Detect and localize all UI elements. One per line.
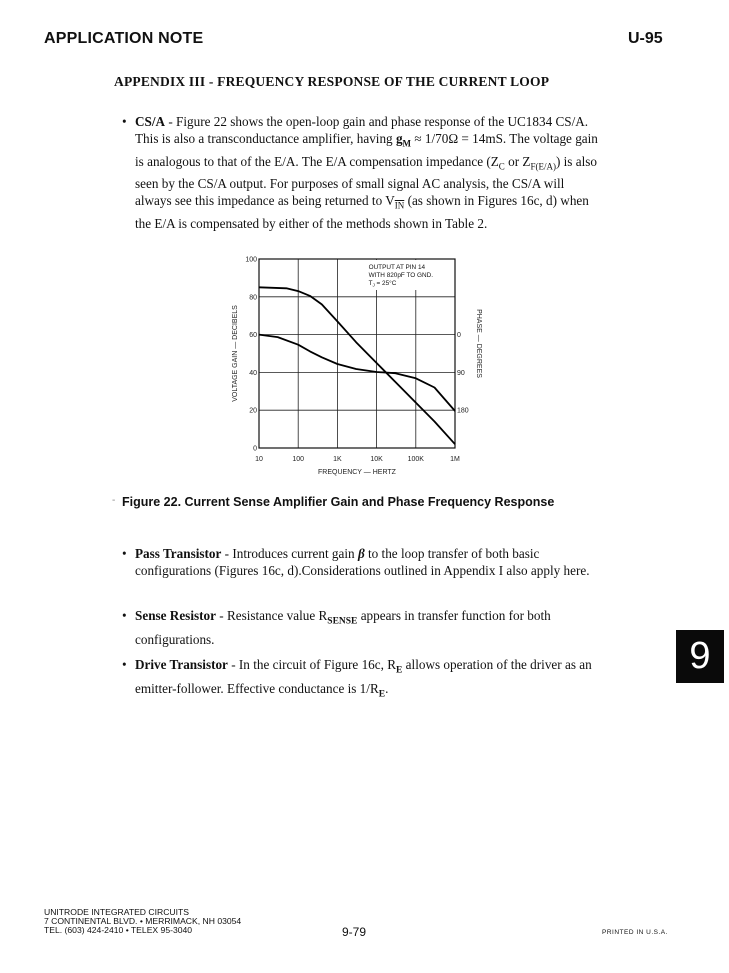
figure-dash: - [112,495,116,506]
bullet-sense-resistor [122,607,606,648]
bullet-text: Pass Transistor - Introduces current gain β to the loop transfer of both basic configurations (Figures 16c, d).Considerations outlined in Appendix I also apply here. [135,546,590,578]
y2-tick-label: 0 [457,332,461,340]
x-tick-label: 1M [450,456,460,463]
footer-phone: TEL. (603) 424-2410 • TELEX 95-3040 [44,925,193,935]
bullet-text: Drive Transistor - In the circuit of Figure 16c, $R_E$ allows operation of the driver as an emitter-follower. Effective conductance is $1/R_E$. [135,657,592,700]
bullet-label: Sense Resistor [135,608,216,623]
footer-street: 7 CONTINENTAL BLVD. • MERRIMACK, NH 03054 [44,916,242,926]
bullet-pass-transistor [122,545,606,579]
figure-caption: Figure 22. Current Sense Amplifier Gain and Phase Frequency Response [122,495,555,509]
gain-curve [259,287,455,444]
y-tick-label: 40 [249,369,257,377]
y-tick-label: 0 [253,445,257,453]
bullet-label: Drive Transistor [135,657,228,672]
y2-axis-label: PHASE — DEGREES [475,309,482,378]
bullet-drive-transistor [122,656,612,703]
annotation-line: OUTPUT AT PIN 14 [368,264,426,271]
x-tick-label: 100K [407,456,424,463]
y-tick-label: 100 [245,256,257,264]
section-tab-marker: 9 [676,630,724,683]
x-tick-label: 100 [292,456,305,463]
y-axis-label: VOLTAGE GAIN — DECIBELS [232,305,239,402]
x-tick-label: 1K [333,456,342,463]
bullet-cs-a [122,113,602,232]
footer-company: UNITRODE INTEGRATED CIRCUITS [44,907,189,917]
y-tick-label: 20 [249,407,257,415]
gain-phase-chart [225,250,495,482]
y-tick-label: 80 [249,294,257,302]
header-code: U-95 [628,30,663,47]
chart-series [259,287,455,444]
bullet-dot: • [122,546,127,561]
footer-page-number: 9-79 [342,925,367,939]
bullet-label: Pass Transistor [135,546,222,561]
annotation-line: $T_J = 25^\circ C$ [368,280,397,288]
y2-tick-label: 90 [457,369,465,377]
footer-address [44,908,241,935]
footer-printed: PRINTED IN U.S.A. [602,929,668,936]
chart-annotation [365,260,454,290]
bullet-dot: • [122,114,127,129]
y-tick-label: 60 [249,332,257,340]
x-tick-label: 10K [370,456,383,463]
bullet-dot: • [122,608,127,623]
appendix-title: APPENDIX III - FREQUENCY RESPONSE OF THE CURRENT LOOP [114,74,550,89]
bullet-label: CS/A [135,114,166,129]
annotation-line: WITH 820pF TO GND. [368,272,434,279]
bullet-text: Sense Resistor - Resistance value $R_{SENSE}$ appears in transfer function for both configurations. [135,608,551,647]
x-axis-label: FREQUENCY — HERTZ [318,469,396,476]
x-tick-label: 10 [255,456,263,463]
header-title: APPLICATION NOTE [44,30,204,47]
bullet-text: CS/A - Figure 22 shows the open-loop gain and phase response of the UC1834 CS/A. This is also a transconductance amplifier, having $g_M \approx 1/70\Omega = 14mS$. The voltage gain is analogous to that of the E/A. The E/A compensation impedance ($Z_C$ or $Z_{F(E/A)}$) is also seen by the CS/A output. For purposes of small signal AC analysis, the CS/A will always see this impedance as being returned to $V_{\overline{IN}}$ (as shown in Figures 16c, d) when the E/A is compensated by either of the methods shown in Table 2. [135,114,598,231]
bullet-dot: • [122,657,127,672]
y2-tick-label: 180 [457,407,469,415]
